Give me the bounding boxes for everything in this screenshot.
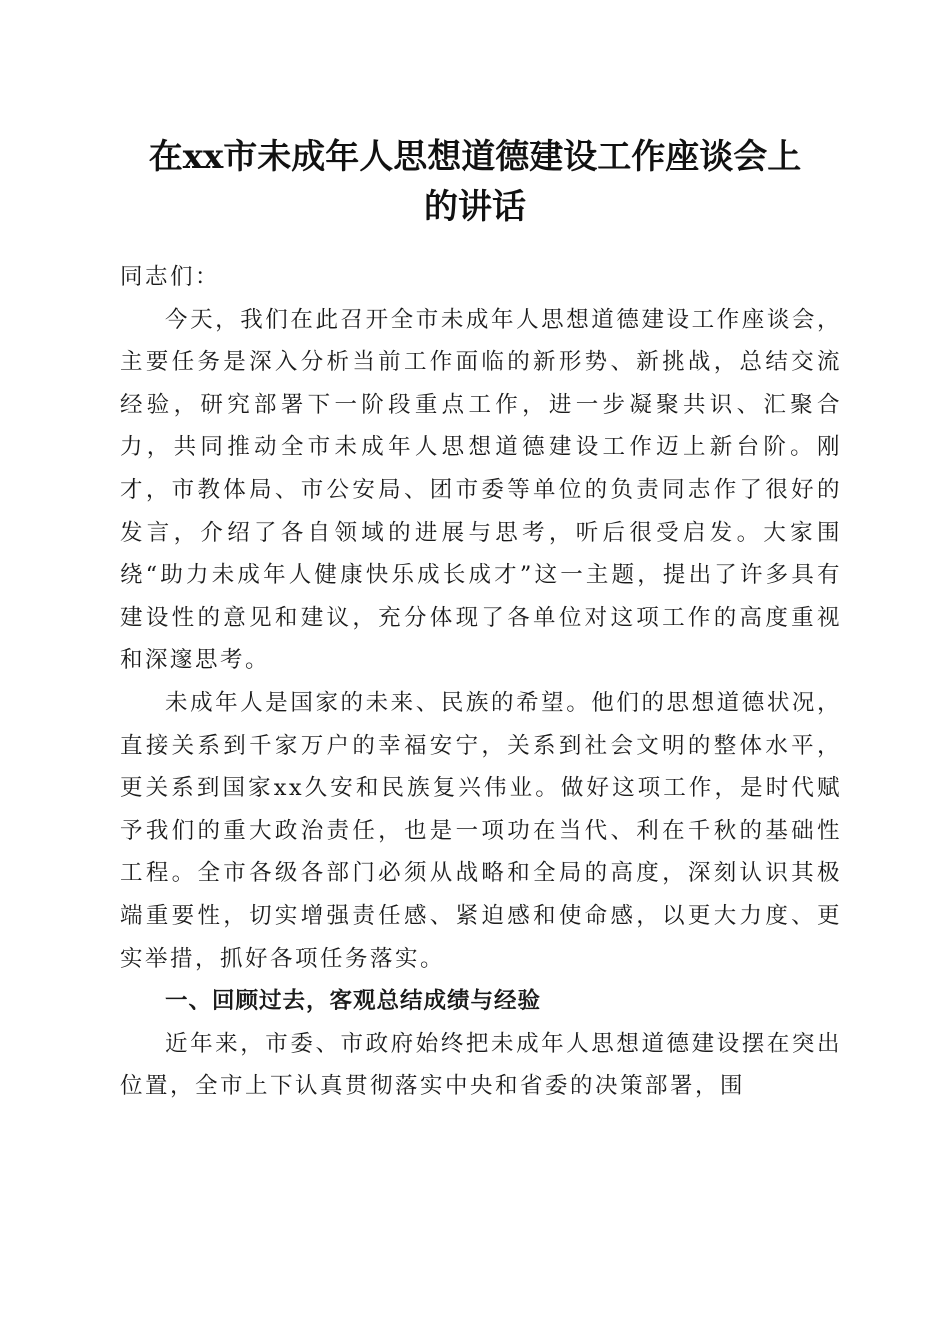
- document-title: [110, 132, 840, 232]
- paragraph-1: 今天，我们在此召开全市未成年人思想道德建设工作座谈会，主要任务是深入分析当前工作面临的新形势、新挑战，总结交流经验，研究部署下一阶段重点工作，进一步凝聚共识、汇聚合力，共同推动全市未成年人思想道德建设工作迈上新台阶。刚才，市教体局、市公安局、团市委等单位的负责同志作了很好的发言，介绍了各自领域的进展与思考，听后很受启发。大家围绕“助力未成年人健康快乐成长成才”这一主题，提出了许多具有建设性的意见和建议，充分体现了各单位对这项工作的高度重视和深邃思考。: [120, 306, 842, 674]
- title-line-2: 的讲话: [424, 187, 526, 227]
- paragraph-3: 近年来，市委、市政府始终把未成年人思想道德建设摆在突出位置，全市上下认真贯彻落实中央和省委的决策部署，围: [120, 1030, 842, 1100]
- section-heading: 一、回顾过去，客观总结成绩与经验: [165, 988, 542, 1015]
- document-body: [120, 256, 842, 1108]
- paragraph-2: 未成年人是国家的未来、民族的希望。他们的思想道德状况，直接关系到千家万户的幸福安宁，关系到社会文明的整体水平，更关系到国家xx久安和民族复兴伟业。做好这项工作，是时代赋予我们的重大政治责任，也是一项功在当代、利在千秋的基础性工程。全市各级各部门必须从战略和全局的高度，深刻认识其极端重要性，切实增强责任感、紧迫感和使命感，以更大力度、更实举措，抓好各项任务落实。: [120, 689, 842, 972]
- title-line-1: 在xx市未成年人思想道德建设工作座谈会上: [148, 137, 802, 177]
- salutation: 同志们：: [120, 264, 221, 290]
